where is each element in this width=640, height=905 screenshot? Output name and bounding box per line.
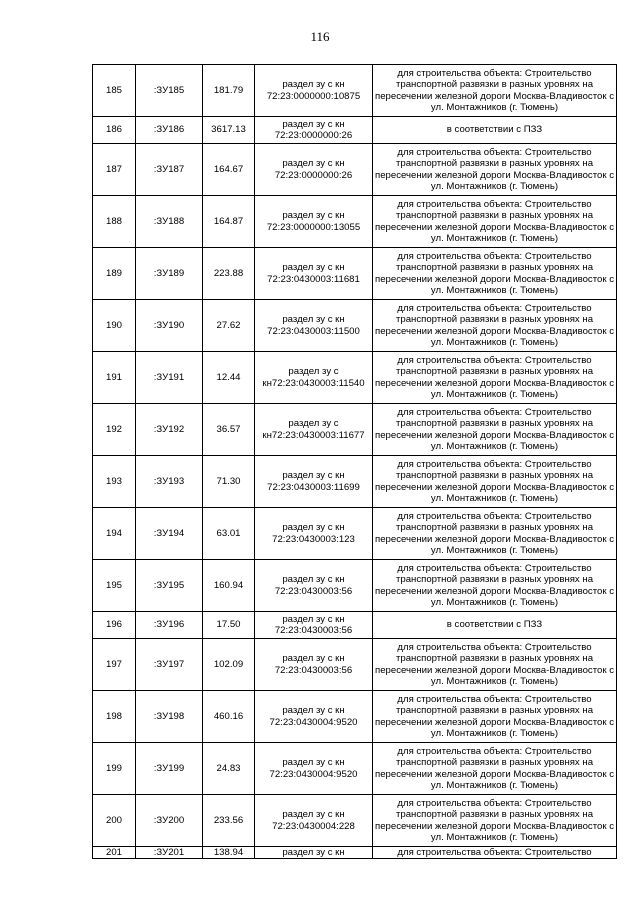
area-cell: 233.56 [203,795,255,847]
source-parcel-cell: раздел зу с кн 72:23:0000000:26 [255,144,373,196]
row-number-cell: 198 [93,691,136,743]
row-number-cell: 196 [93,612,136,639]
plot-code-cell: :ЗУ190 [136,300,203,352]
source-parcel-cell: раздел зу с кн 72:23:0430003:56 [255,560,373,612]
row-number-cell: 201 [93,847,136,859]
permitted-use-cell: в соответствии с ПЗЗ [373,117,617,144]
permitted-use-cell: для строительства объекта: Строительство транспортной развязки в разных уровнях на пересечении железной дороги Москва-Владивосток с ул. Монтажников (г. Тюмень) [373,352,617,404]
row-number-cell: 188 [93,196,136,248]
area-cell: 138.94 [203,847,255,859]
plot-code-cell: :ЗУ188 [136,196,203,248]
row-number-cell: 200 [93,795,136,847]
table-row [93,456,617,508]
row-number-cell: 186 [93,117,136,144]
area-cell: 164.87 [203,196,255,248]
table-row [93,743,617,795]
source-parcel-cell: раздел зу с кн72:23:0430003:11540 [255,352,373,404]
source-parcel-cell: раздел зу с кн 72:23:0430003:11500 [255,300,373,352]
row-number-cell: 187 [93,144,136,196]
source-parcel-cell: раздел зу с кн72:23:0430003:11677 [255,404,373,456]
permitted-use-cell: для строительства объекта: Строительство транспортной развязки в разных уровнях на пересечении железной дороги Москва-Владивосток с ул. Монтажников (г. Тюмень) [373,144,617,196]
source-parcel-cell: раздел зу с кн 72:23:0430004:228 [255,795,373,847]
row-number-cell: 189 [93,248,136,300]
area-cell: 27.62 [203,300,255,352]
permitted-use-cell: для строительства объекта: Строительство транспортной развязки в разных уровнях на пересечении железной дороги Москва-Владивосток с ул. Монтажников (г. Тюмень) [373,743,617,795]
row-number-cell: 195 [93,560,136,612]
table-row [93,65,617,117]
permitted-use-cell: для строительства объекта: Строительство транспортной развязки в разных уровнях на пересечении железной дороги Москва-Владивосток с ул. Монтажников (г. Тюмень) [373,65,617,117]
permitted-use-cell: для строительства объекта: Строительство транспортной развязки в разных уровнях на пересечении железной дороги Москва-Владивосток с ул. Монтажников (г. Тюмень) [373,456,617,508]
permitted-use-cell: для строительства объекта: Строительство транспортной развязки в разных уровнях на пересечении железной дороги Москва-Владивосток с ул. Монтажников (г. Тюмень) [373,691,617,743]
permitted-use-cell: для строительства объекта: Строительство транспортной развязки в разных уровнях на пересечении железной дороги Москва-Владивосток с ул. Монтажников (г. Тюмень) [373,639,617,691]
plot-code-cell: :ЗУ187 [136,144,203,196]
table-row [93,612,617,639]
page-number: 116 [310,29,330,44]
area-cell: 24.83 [203,743,255,795]
row-number-cell: 192 [93,404,136,456]
area-cell: 63.01 [203,508,255,560]
source-parcel-cell: раздел зу с кн 72:23:0000000:13055 [255,196,373,248]
source-parcel-cell: раздел зу с кн 72:23:0430003:123 [255,508,373,560]
table-row [93,352,617,404]
source-parcel-cell: раздел зу с кн 72:23:0430004:9520 [255,743,373,795]
table-row [93,639,617,691]
permitted-use-cell: для строительства объекта: Строительство транспортной развязки в разных уровнях на пересечении железной дороги Москва-Владивосток с ул. Монтажников (г. Тюмень) [373,795,617,847]
source-parcel-cell: раздел зу с кн 72:23:0430003:56 [255,612,373,639]
source-parcel-cell: раздел зу с кн [255,847,373,859]
permitted-use-cell: для строительства объекта: Строительство транспортной развязки в разных уровнях на пересечении железной дороги Москва-Владивосток с ул. Монтажников (г. Тюмень) [373,248,617,300]
permitted-use-cell: для строительства объекта: Строительство транспортной развязки в разных уровнях на пересечении железной дороги Москва-Владивосток с ул. Монтажников (г. Тюмень) [373,560,617,612]
table-row [93,508,617,560]
source-parcel-cell: раздел зу с кн 72:23:0430003:11681 [255,248,373,300]
area-cell: 181.79 [203,65,255,117]
plot-code-cell: :ЗУ192 [136,404,203,456]
plot-code-cell: :ЗУ200 [136,795,203,847]
land-plots-table [92,64,617,859]
table-row [93,691,617,743]
row-number-cell: 194 [93,508,136,560]
permitted-use-cell: для строительства объекта: Строительство транспортной развязки в разных уровнях на пересечении железной дороги Москва-Владивосток с ул. Монтажников (г. Тюмень) [373,508,617,560]
area-cell: 12.44 [203,352,255,404]
source-parcel-cell: раздел зу с кн 72:23:0430004:9520 [255,691,373,743]
plot-code-cell: :ЗУ195 [136,560,203,612]
plot-code-cell: :ЗУ196 [136,612,203,639]
permitted-use-cell: для строительства объекта: Строительство транспортной развязки в разных уровнях на пересечении железной дороги Москва-Владивосток с ул. Монтажников (г. Тюмень) [373,300,617,352]
area-cell: 3617.13 [203,117,255,144]
plot-code-cell: :ЗУ194 [136,508,203,560]
row-number-cell: 190 [93,300,136,352]
table-row [93,560,617,612]
row-number-cell: 193 [93,456,136,508]
plot-code-cell: :ЗУ201 [136,847,203,859]
area-cell: 223.88 [203,248,255,300]
row-number-cell: 185 [93,65,136,117]
row-number-cell: 199 [93,743,136,795]
area-cell: 17.50 [203,612,255,639]
area-cell: 36.57 [203,404,255,456]
source-parcel-cell: раздел зу с кн 72:23:0430003:11699 [255,456,373,508]
plot-code-cell: :ЗУ198 [136,691,203,743]
permitted-use-cell: для строительства объекта: Строительство [373,847,617,859]
source-parcel-cell: раздел зу с кн 72:23:0000000:26 [255,117,373,144]
table-row [93,144,617,196]
permitted-use-cell: в соответствии с ПЗЗ [373,612,617,639]
table-row [93,248,617,300]
source-parcel-cell: раздел зу с кн 72:23:0430003:56 [255,639,373,691]
permitted-use-cell: для строительства объекта: Строительство транспортной развязки в разных уровнях на пересечении железной дороги Москва-Владивосток с ул. Монтажников (г. Тюмень) [373,196,617,248]
table-row [93,795,617,847]
plot-code-cell: :ЗУ186 [136,117,203,144]
area-cell: 164.67 [203,144,255,196]
row-number-cell: 197 [93,639,136,691]
area-cell: 460.16 [203,691,255,743]
source-parcel-cell: раздел зу с кн 72:23:0000000:10875 [255,65,373,117]
table-row [93,117,617,144]
plot-code-cell: :ЗУ191 [136,352,203,404]
table-row [93,300,617,352]
permitted-use-cell: для строительства объекта: Строительство транспортной развязки в разных уровнях на пересечении железной дороги Москва-Владивосток с ул. Монтажников (г. Тюмень) [373,404,617,456]
plot-code-cell: :ЗУ185 [136,65,203,117]
area-cell: 102.09 [203,639,255,691]
land-plots-table-body [93,65,617,859]
plot-code-cell: :ЗУ199 [136,743,203,795]
plot-code-cell: :ЗУ197 [136,639,203,691]
table-row [93,196,617,248]
area-cell: 160.94 [203,560,255,612]
table-row [93,404,617,456]
table-row [93,847,617,859]
row-number-cell: 191 [93,352,136,404]
plot-code-cell: :ЗУ189 [136,248,203,300]
area-cell: 71.30 [203,456,255,508]
plot-code-cell: :ЗУ193 [136,456,203,508]
